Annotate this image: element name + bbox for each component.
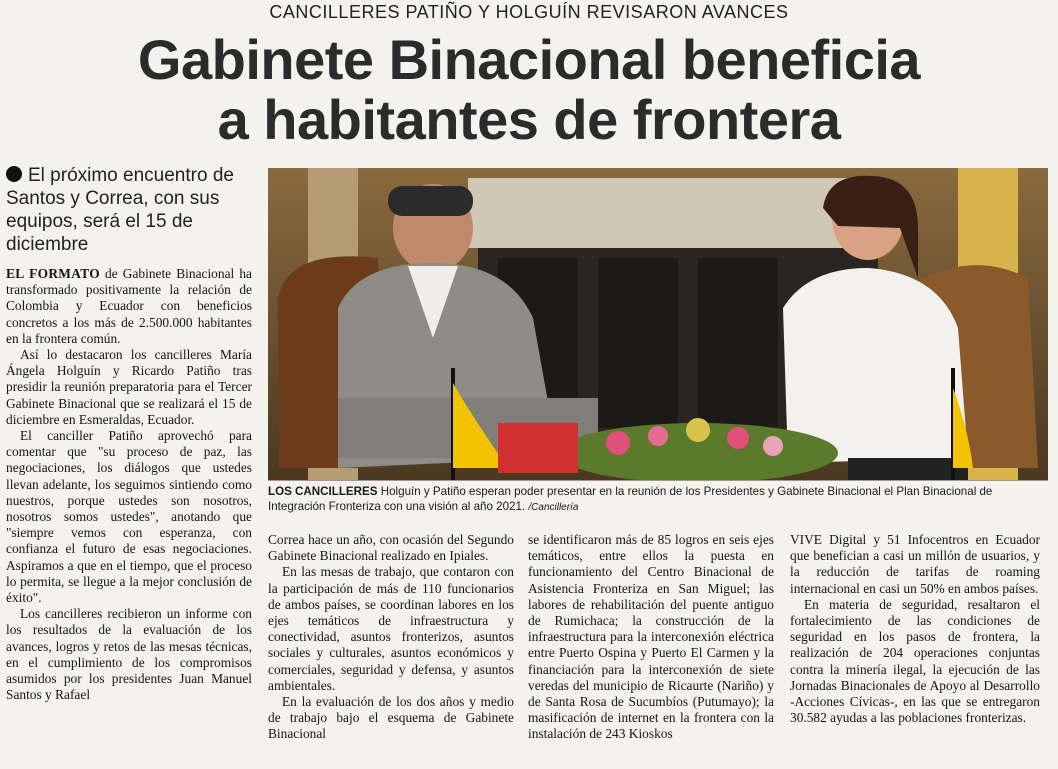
lead-in: EL FORMATO bbox=[6, 266, 100, 281]
paragraph: En materia de seguridad, resaltaron el fortalecimiento de las condiciones de seguridad en los pasos de frontera, la realización de 204 operaciones conjuntas contra la minería ilegal, la ejecución de las Jornadas Binacionales de Apoyo al Desarrollo -Acciones Cívicas-, en las que se entregaron 30.582 ayudas a las poblaciones fronterizas. bbox=[790, 596, 1040, 726]
bullet-icon bbox=[6, 166, 22, 182]
photo-credit: /Cancillería bbox=[528, 502, 579, 513]
paragraph: En la evaluación de los dos años y medio de trabajo bajo el esquema de Gabinete Binacional bbox=[268, 694, 514, 742]
column-4 bbox=[790, 532, 1040, 726]
photo-caption bbox=[268, 484, 1048, 515]
summary bbox=[6, 164, 256, 256]
column-1 bbox=[6, 266, 252, 703]
paragraph: se identificaron más de 85 logros en seis ejes temáticos, entre ellos la puesta en funcionamiento del Centro Binacional de Asistencia Fronteriza en San Miguel; las labores de rehabilitación del puente antiguo de Rumichaca; la construcción de la infraestructura para la interconexión eléctrica entre Puerto Ospina y Puerto El Carmen y la financiación para la interconexión de siete veredas del municipio de Ricaurte (Nariño) y de Santa Rosa de Sucumbíos (Putumayo); la masificación de internet en la frontera con la instalación de 243 Kioskos bbox=[528, 532, 774, 742]
headline bbox=[0, 30, 1058, 150]
column-3 bbox=[528, 532, 774, 743]
headline-line-2: a habitantes de frontera bbox=[217, 88, 841, 151]
paragraph: Correa hace un año, con ocasión del Segundo Gabinete Binacional realizado en Ipiales. bbox=[268, 532, 514, 564]
headline-line-1: Gabinete Binacional beneficia bbox=[137, 28, 921, 91]
photo-illustration bbox=[268, 168, 1048, 480]
photo-rule bbox=[268, 480, 1048, 481]
paragraph bbox=[6, 266, 252, 347]
paragraph: Los cancilleres recibieron un informe con los resultados de la evaluación de los avances, logros y retos de las mesas técnicas, en el cumplimiento de los compromisos asumidos por los presidentes Juan Manuel Santos y Rafael bbox=[6, 606, 252, 703]
caption-text: Holguín y Patiño esperan poder presentar en la reunión de los Presidentes y Gabinete Binacional el Plan Binacional de Integración Fronteriza con una visión al año 2021. bbox=[268, 485, 993, 513]
column-2 bbox=[268, 532, 514, 743]
paragraph-text: de Gabinete Binacional ha transformado positivamente la relación de Colombia y Ecuador con beneficios concretos a los más de 2.500.000 habitantes en la frontera común. bbox=[6, 266, 252, 346]
paragraph: VIVE Digital y 51 Infocentros en Ecuador que benefician a casi un millón de usuarios, y la reducción de tarifas de roaming internacional en casi un 50% en ambos países. bbox=[790, 532, 1040, 596]
news-photo bbox=[268, 168, 1048, 480]
summary-text: El próximo encuentro de Santos y Correa, con sus equipos, será el 15 de diciembre bbox=[6, 165, 234, 255]
paragraph: Así lo destacaron los cancilleres María Ángela Holguín y Ricardo Patiño tras presidir la reunión preparatoria para el Tercer Gabinete Binacional que se realizará el 15 de diciembre en Esmeraldas, Ecuador. bbox=[6, 347, 252, 427]
paragraph: El canciller Patiño aprovechó para comentar que "su proceso de paz, las negociaciones, los diálogos que ustedes llevan adelante, los seguimos sintiendo como nuestros, porque ustedes son nosotros, nosotros somos ustedes", anotando que "siempre vemos con esperanza, con confianza el futuro de esas negociaciones. Aspiramos a que en el tiempo, que el proceso lo permita, se llegue a la mejor conclusión de éxito". bbox=[6, 428, 252, 606]
paragraph: En las mesas de trabajo, que contaron con la participación de más de 110 funcionarios de ambos países, se coordinan labores en los ejes temáticos de infraestructura y conectividad, asuntos fronterizos, asuntos sociales y culturales, asuntos económicos y comerciales, seguridad y defensa, y asuntos ambientales. bbox=[268, 564, 514, 693]
caption-lead: LOS CANCILLERES bbox=[268, 485, 378, 498]
kicker: CANCILLERES PATIÑO Y HOLGUÍN REVISARON AVANCES bbox=[269, 2, 789, 22]
